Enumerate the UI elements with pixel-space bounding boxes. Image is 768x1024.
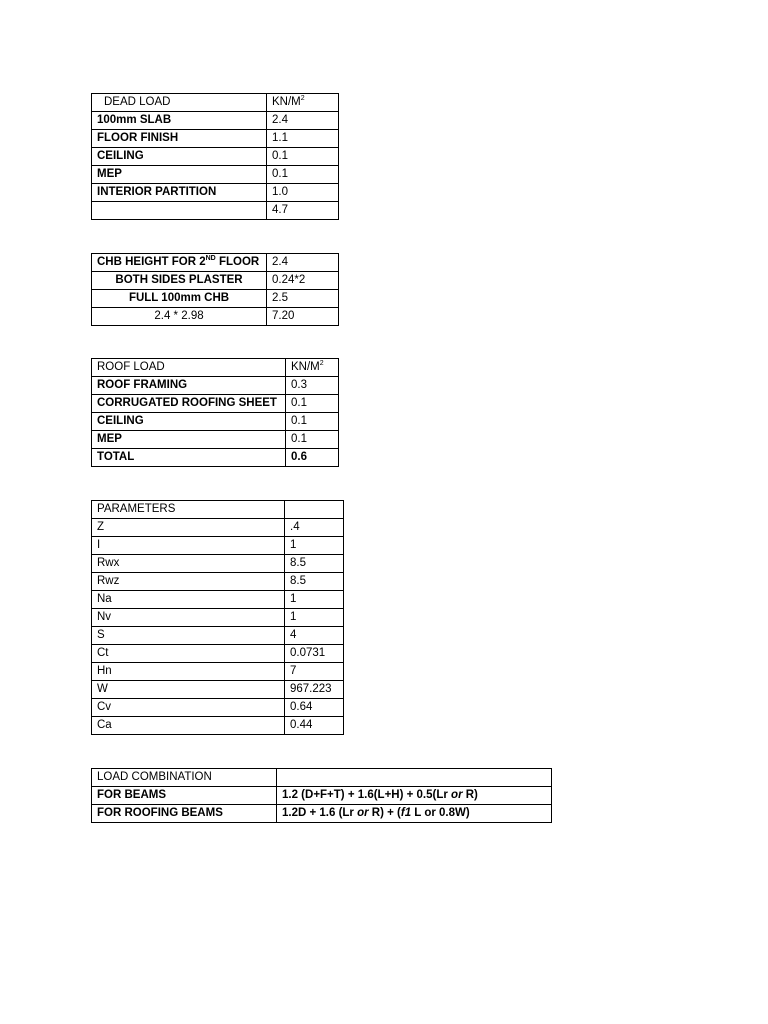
parameter-value: 8.5 — [285, 555, 344, 573]
parameter-value: 8.5 — [285, 573, 344, 591]
parameter-label: Cv — [92, 699, 285, 717]
table-row — [92, 94, 339, 112]
roofing-beams-label: FOR ROOFING BEAMS — [92, 805, 277, 823]
dead-load-value: 1.0 — [267, 184, 339, 202]
dead-load-header: DEAD LOAD — [92, 94, 267, 112]
parameter-label: Ca — [92, 717, 285, 735]
parameter-value: 1 — [285, 591, 344, 609]
parameter-value: .4 — [285, 519, 344, 537]
table-row — [92, 166, 339, 184]
table-row — [92, 112, 339, 130]
parameters-header-value — [285, 501, 344, 519]
chb-value: 7.20 — [267, 308, 339, 326]
parameter-value: 0.0731 — [285, 645, 344, 663]
chb-height-label: CHB HEIGHT FOR 2ND FLOOR — [92, 254, 267, 272]
roof-load-label: MEP — [92, 431, 286, 449]
roof-load-label: CORRUGATED ROOFING SHEET — [92, 395, 286, 413]
roof-load-value: 0.1 — [286, 431, 339, 449]
parameter-value: 7 — [285, 663, 344, 681]
table-row — [92, 413, 339, 431]
dead-load-table — [91, 93, 339, 220]
table-row — [92, 377, 339, 395]
table-row — [92, 537, 344, 555]
dead-load-label: INTERIOR PARTITION — [92, 184, 267, 202]
dead-load-total-value: 4.7 — [267, 202, 339, 220]
parameters-table — [91, 500, 344, 735]
roof-load-label: ROOF FRAMING — [92, 377, 286, 395]
table-row — [92, 202, 339, 220]
table-row — [92, 395, 339, 413]
parameter-value: 0.64 — [285, 699, 344, 717]
dead-load-unit: $KN/M^2$ — [267, 94, 339, 112]
table-row — [92, 501, 344, 519]
table-row — [92, 308, 339, 326]
parameter-label: I — [92, 537, 285, 555]
table-row — [92, 254, 339, 272]
table-row — [92, 591, 344, 609]
table-row — [92, 519, 344, 537]
parameter-label: W — [92, 681, 285, 699]
roof-load-header: ROOF LOAD — [92, 359, 286, 377]
dead-load-label — [92, 202, 267, 220]
parameter-label: Ct — [92, 645, 285, 663]
dead-load-label: CEILING — [92, 148, 267, 166]
dead-load-value: 2.4 — [267, 112, 339, 130]
load-combination-table — [91, 768, 552, 823]
table-row — [92, 449, 339, 467]
chb-table — [91, 253, 339, 326]
table-row — [92, 681, 344, 699]
table-row — [92, 130, 339, 148]
beams-formula: 1.2 (D+F+T) + 1.6(L+H) + 0.5(Lr or R) — [277, 787, 552, 805]
load-combination-header: LOAD COMBINATION — [92, 769, 277, 787]
parameter-value: 4 — [285, 627, 344, 645]
table-row — [92, 148, 339, 166]
parameter-label: Na — [92, 591, 285, 609]
table-row — [92, 699, 344, 717]
dead-load-value: 0.1 — [267, 166, 339, 184]
roof-load-value: 0.1 — [286, 395, 339, 413]
roof-load-total-label: TOTAL — [92, 449, 286, 467]
parameter-value: 967.223 — [285, 681, 344, 699]
roof-load-value: 0.3 — [286, 377, 339, 395]
table-row — [92, 663, 344, 681]
chb-value: 0.24*2 — [267, 272, 339, 290]
parameter-value: 0.44 — [285, 717, 344, 735]
parameter-label: Hn — [92, 663, 285, 681]
roof-load-label: CEILING — [92, 413, 286, 431]
table-row — [92, 627, 344, 645]
beams-label: FOR BEAMS — [92, 787, 277, 805]
parameters-header: PARAMETERS — [92, 501, 285, 519]
chb-label: 2.4 * 2.98 — [92, 308, 267, 326]
table-row — [92, 717, 344, 735]
chb-height-value: 2.4 — [267, 254, 339, 272]
table-row — [92, 609, 344, 627]
table-row — [92, 555, 344, 573]
roof-load-table — [91, 358, 339, 467]
table-row — [92, 645, 344, 663]
table-row — [92, 573, 344, 591]
dead-load-label: 100mm SLAB — [92, 112, 267, 130]
roofing-beams-formula: 1.2D + 1.6 (Lr or R) + (f1 L or 0.8W) — [277, 805, 552, 823]
parameter-label: S — [92, 627, 285, 645]
chb-label: FULL 100mm CHB — [92, 290, 267, 308]
roof-load-unit: $KN/M^2$ — [286, 359, 339, 377]
table-row — [92, 359, 339, 377]
chb-value: 2.5 — [267, 290, 339, 308]
roof-load-total-value: 0.6 — [286, 449, 339, 467]
parameter-value: 1 — [285, 609, 344, 627]
table-row — [92, 272, 339, 290]
chb-label: BOTH SIDES PLASTER — [92, 272, 267, 290]
table-row — [92, 787, 552, 805]
parameter-value: 1 — [285, 537, 344, 555]
parameter-label: Rwx — [92, 555, 285, 573]
roof-load-value: 0.1 — [286, 413, 339, 431]
table-row — [92, 184, 339, 202]
load-combination-header-value — [277, 769, 552, 787]
dead-load-value: 0.1 — [267, 148, 339, 166]
table-row — [92, 805, 552, 823]
table-row — [92, 431, 339, 449]
table-row — [92, 769, 552, 787]
parameter-label: Nv — [92, 609, 285, 627]
dead-load-label: MEP — [92, 166, 267, 184]
table-row — [92, 290, 339, 308]
parameter-label: Rwz — [92, 573, 285, 591]
parameter-label: Z — [92, 519, 285, 537]
dead-load-value: 1.1 — [267, 130, 339, 148]
dead-load-label: FLOOR FINISH — [92, 130, 267, 148]
